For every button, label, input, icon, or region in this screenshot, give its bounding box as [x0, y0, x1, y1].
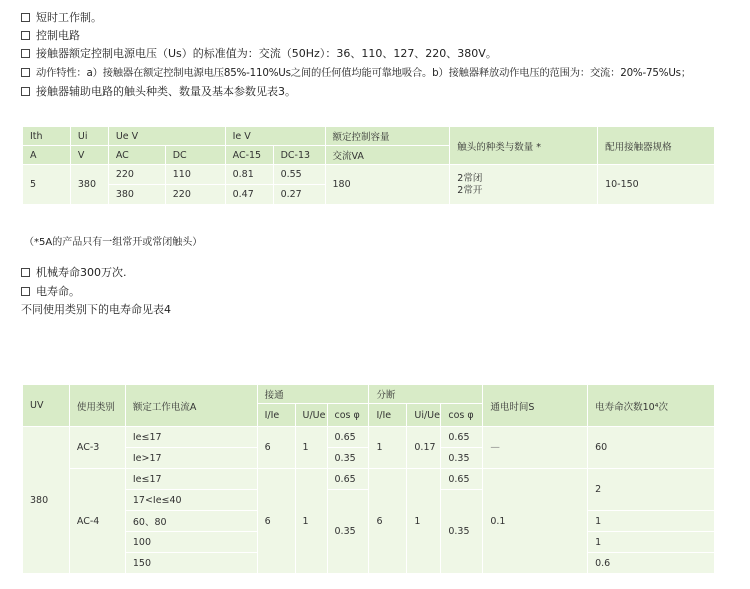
- header-ie-dc13: DC-13: [273, 146, 325, 165]
- list-item: [21, 266, 127, 280]
- table-row: [23, 165, 715, 185]
- cell-ui: 380: [70, 165, 108, 205]
- list-item-text: 接触器额定控制电源电压（Us）的标准值为：交流（50Hz）：36、110、127、220、380V。: [36, 47, 497, 60]
- checkbox-icon: [21, 87, 30, 96]
- list-item: [21, 11, 102, 25]
- header-capacity: 额定控制容量: [325, 127, 450, 146]
- cell: 6: [369, 469, 407, 574]
- cell: 6: [257, 427, 295, 469]
- cell-category: AC-3: [69, 427, 125, 469]
- electrical-life-table: [22, 384, 715, 574]
- list-item: [21, 29, 80, 43]
- header-current: 额定工作电流A: [125, 385, 257, 427]
- contact-no: 2常开: [457, 184, 483, 196]
- header-break-cos: cos φ: [441, 404, 483, 427]
- header-make-i: I/Ie: [257, 404, 295, 427]
- cell-life: 1: [588, 511, 715, 532]
- cell-uv: 380: [23, 427, 70, 574]
- list-item-text: 短时工作制。: [36, 11, 102, 24]
- cell: 0.35: [327, 448, 369, 469]
- cell-current: Ie≤17: [125, 469, 257, 490]
- cell: 6: [257, 469, 295, 574]
- header-life: 电寿命次数10⁴次: [588, 385, 715, 427]
- cell-current: Ie>17: [125, 448, 257, 469]
- list-item-text: 电寿命。: [36, 285, 80, 298]
- list-item-text: 接触器辅助电路的触头种类、数量及基本参数见表3。: [36, 85, 296, 98]
- list-item-text: 机械寿命300万次.: [36, 266, 127, 279]
- cell-time: 0.1: [483, 469, 588, 574]
- header-time: 通电时间S: [483, 385, 588, 427]
- header-ue-dc: DC: [165, 146, 225, 165]
- cell: 1: [295, 469, 327, 574]
- contact-nc: 2常闭: [457, 172, 483, 184]
- checkbox-icon: [21, 68, 30, 77]
- list-item: [21, 66, 691, 80]
- list-item: [21, 85, 296, 99]
- cell: 0.17: [407, 427, 441, 469]
- list-item-text: 动作特性：a）接触器在额定控制电源电压85%-110%Us之间的任何值均能可靠地吸合。b）接触器释放动作电压的范围为：交流：20%-75%Us；: [36, 67, 691, 79]
- header-make: 接通: [257, 385, 369, 404]
- header-ie: Ie V: [225, 127, 325, 146]
- cell-current: 17<Ie≤40: [125, 490, 257, 511]
- cell-contact: [450, 165, 598, 205]
- checkbox-icon: [21, 268, 30, 277]
- cell-spec: 10-150: [598, 165, 715, 205]
- header-ith: Ith: [23, 127, 71, 146]
- paragraph: 不同使用类别下的电寿命见表4: [21, 303, 171, 316]
- contact-parameters-table: [22, 126, 715, 205]
- cell: 220: [108, 165, 165, 185]
- header-break-u: Ui/Ue: [407, 404, 441, 427]
- cell-life: 0.6: [588, 553, 715, 574]
- table-row: [23, 469, 715, 490]
- cell: 0.65: [327, 469, 369, 490]
- header-category: 使用类别: [69, 385, 125, 427]
- header-contact: 触头的种类与数量 *: [450, 127, 598, 165]
- header-make-u: U/Ue: [295, 404, 327, 427]
- table-row: [23, 427, 715, 448]
- cell: 0.35: [327, 490, 369, 574]
- cell: 0.65: [441, 469, 483, 490]
- cell: 1: [407, 469, 441, 574]
- cell-life: 2: [588, 469, 715, 511]
- cell: 220: [165, 185, 225, 205]
- cell-current: 150: [125, 553, 257, 574]
- header-ith-unit: A: [23, 146, 71, 165]
- list-item: [21, 285, 80, 299]
- cell: 0.65: [441, 427, 483, 448]
- cell-ith: 5: [23, 165, 71, 205]
- cell-capacity: 180: [325, 165, 450, 205]
- header-ie-ac15: AC-15: [225, 146, 273, 165]
- checkbox-icon: [21, 31, 30, 40]
- checkbox-icon: [21, 49, 30, 58]
- header-spec: 配用接触器规格: [598, 127, 715, 165]
- cell: 0.47: [225, 185, 273, 205]
- header-break-i: I/Ie: [369, 404, 407, 427]
- header-capacity-unit: 交流VA: [325, 146, 450, 165]
- footnote: （*5A的产品只有一组常开或常闭触头）: [24, 237, 203, 248]
- header-ue-ac: AC: [108, 146, 165, 165]
- header-make-cos: cos φ: [327, 404, 369, 427]
- cell-current: 100: [125, 532, 257, 553]
- cell: 1: [369, 427, 407, 469]
- cell: 0.35: [441, 448, 483, 469]
- list-item-text: 控制电路: [36, 29, 80, 42]
- checkbox-icon: [21, 13, 30, 22]
- cell: 0.27: [273, 185, 325, 205]
- header-break: 分断: [369, 385, 483, 404]
- list-item: [21, 47, 497, 61]
- cell-time: —: [483, 427, 588, 469]
- header-uv: UV: [23, 385, 70, 427]
- checkbox-icon: [21, 287, 30, 296]
- cell: 0.55: [273, 165, 325, 185]
- cell-life: 60: [588, 427, 715, 469]
- cell: 0.35: [441, 490, 483, 574]
- cell-category: AC-4: [69, 469, 125, 574]
- header-ui-unit: V: [70, 146, 108, 165]
- cell: 0.81: [225, 165, 273, 185]
- cell: 1: [295, 427, 327, 469]
- cell: 380: [108, 185, 165, 205]
- cell: 110: [165, 165, 225, 185]
- cell-current: 60、80: [125, 511, 257, 532]
- cell-current: Ie≤17: [125, 427, 257, 448]
- cell: 0.65: [327, 427, 369, 448]
- header-ue: Ue V: [108, 127, 225, 146]
- cell-life: 1: [588, 532, 715, 553]
- header-ui: Ui: [70, 127, 108, 146]
